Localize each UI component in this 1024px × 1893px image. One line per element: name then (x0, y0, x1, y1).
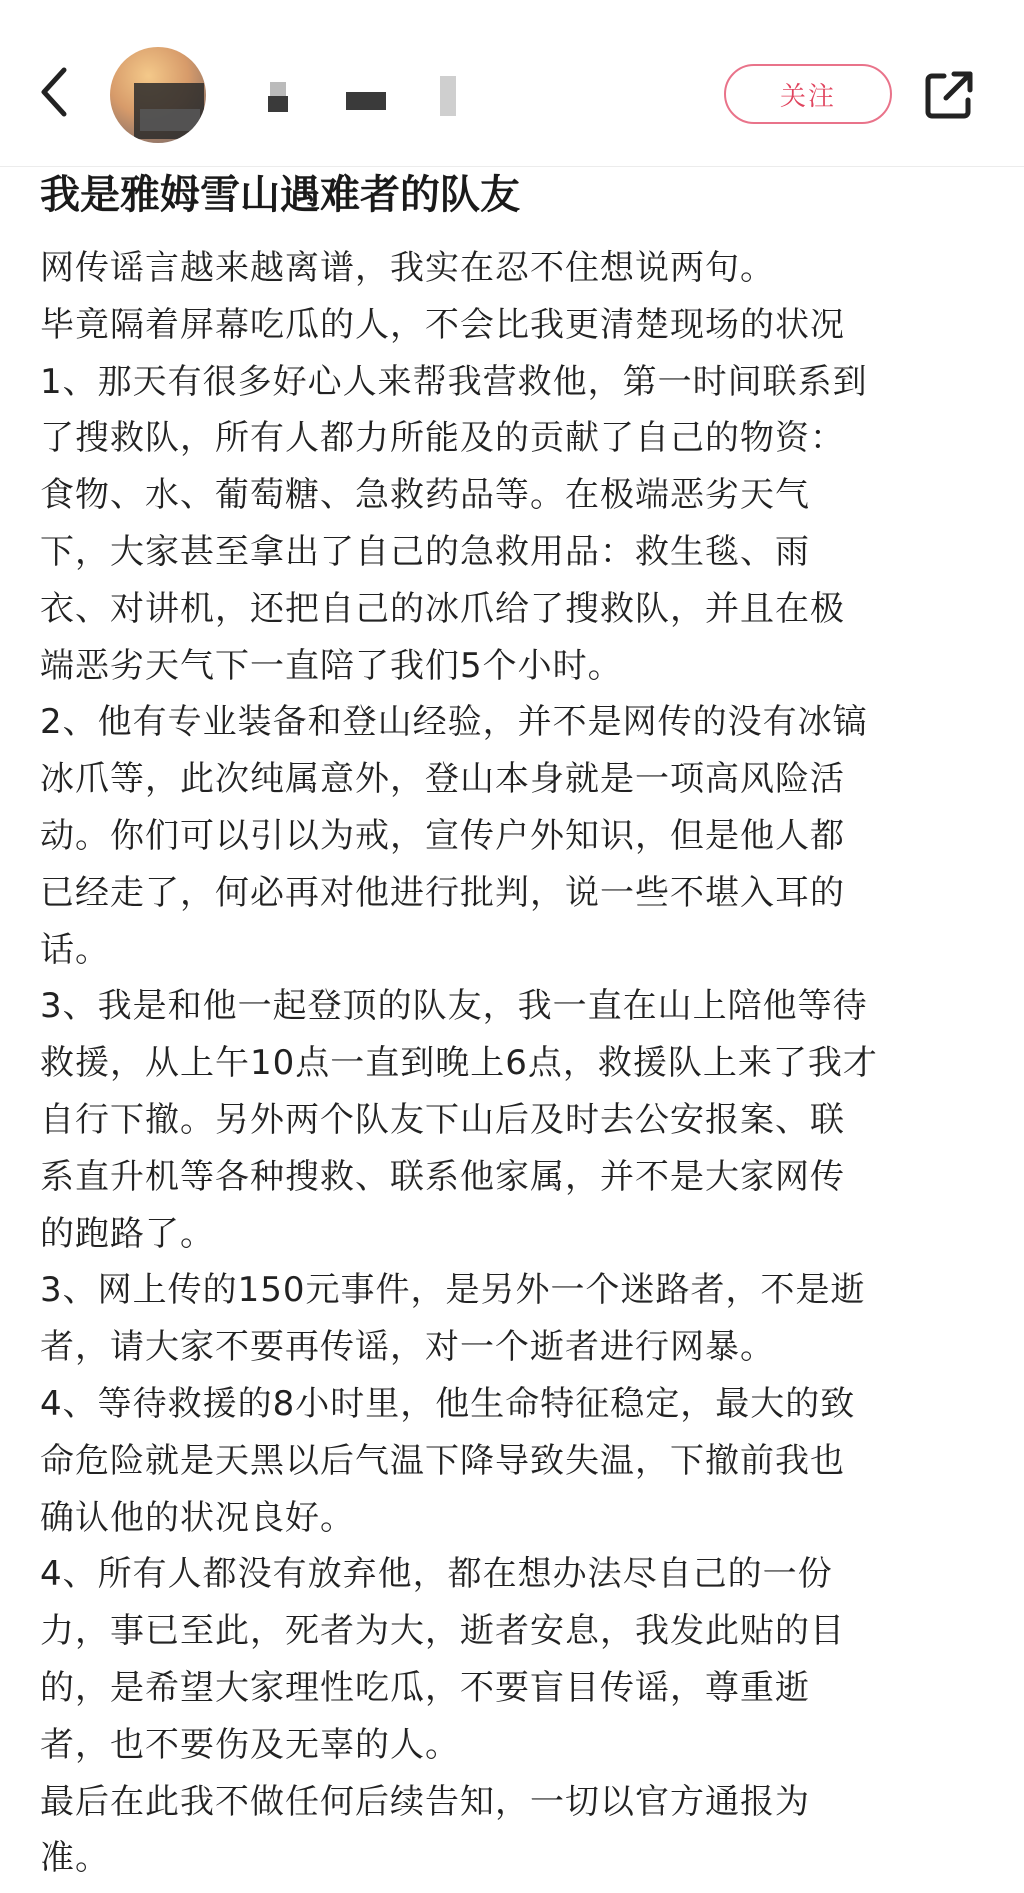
post-line: 3、网上传的150元事件，是另外一个迷路者，不是逝 (40, 1270, 866, 1311)
post-line: 自行下撤。另外两个队友下山后及时去公安报案、联 (40, 1099, 845, 1140)
post-title: 我是雅姆雪山遇难者的队友 (40, 172, 520, 218)
post-line: 者，也不要伤及无辜的人。 (40, 1724, 460, 1765)
post-line: 2、他有专业装备和登山经验，并不是网传的没有冰镐 (40, 702, 868, 743)
post-line: 了搜救队，所有人都力所能及的贡献了自己的物资： (40, 418, 845, 459)
post-header (0, 0, 1024, 167)
post-line: 1、那天有很多好心人来帮我营救他，第一时间联系到 (40, 361, 868, 402)
post-line: 确认他的状况良好。 (40, 1497, 355, 1538)
follow-button[interactable]: 关注 (724, 64, 892, 124)
post-line: 4、等待救援的8小时里，他生命特征稳定，最大的致 (40, 1383, 856, 1424)
post-line: 最后在此我不做任何后续告知，一切以官方通报为 (40, 1781, 810, 1822)
share-external-icon (922, 68, 976, 122)
post-line: 的跑路了。 (40, 1213, 215, 1254)
post-line: 网传谣言越来越离谱，我实在忍不住想说两句。 (40, 248, 775, 288)
username-redacted[interactable] (262, 72, 462, 116)
share-button[interactable] (922, 68, 976, 122)
post-line: 话。 (40, 929, 110, 970)
post-line: 端恶劣天气下一直陪了我们5个小时。 (40, 645, 623, 686)
post-line: 救援，从上午10点一直到晚上6点，救援队上来了我才 (40, 1043, 878, 1084)
post-line: 毕竟隔着屏幕吃瓜的人，不会比我更清楚现场的状况 (40, 304, 845, 345)
post-line: 4、所有人都没有放弃他，都在想办法尽自己的一份 (40, 1554, 833, 1595)
post-line: 已经走了，何必再对他进行批判，说一些不堪入耳的 (40, 872, 845, 913)
post-line: 动。你们可以引以为戒，宣传户外知识，但是他人都 (40, 815, 845, 856)
avatar-redaction-lower (140, 109, 200, 131)
back-button[interactable] (34, 62, 74, 122)
avatar[interactable] (110, 47, 206, 143)
chevron-left-icon (38, 66, 70, 118)
post-body (40, 240, 1000, 1887)
post-line: 食物、水、葡萄糖、急救药品等。在极端恶劣天气 (40, 475, 810, 516)
post-line: 准。 (40, 1838, 110, 1879)
post-line: 命危险就是天黑以后气温下降导致失温，下撤前我也 (40, 1440, 845, 1481)
post-line: 系直升机等各种搜救、联系他家属，并不是大家网传 (40, 1156, 845, 1197)
post-line: 3、我是和他一起登顶的队友，我一直在山上陪他等待 (40, 986, 868, 1027)
post-line: 冰爪等，此次纯属意外，登山本身就是一项高风险活 (40, 759, 845, 800)
post-line: 衣、对讲机，还把自己的冰爪给了搜救队，并且在极 (40, 588, 845, 629)
post-line: 的，是希望大家理性吃瓜，不要盲目传谣，尊重逝 (40, 1667, 810, 1708)
post-line: 下，大家甚至拿出了自己的急救用品：救生毯、雨 (40, 531, 810, 572)
post-line: 力，事已至此，死者为大，逝者安息，我发此贴的目 (40, 1611, 845, 1652)
post-line: 者，请大家不要再传谣，对一个逝者进行网暴。 (40, 1327, 775, 1368)
